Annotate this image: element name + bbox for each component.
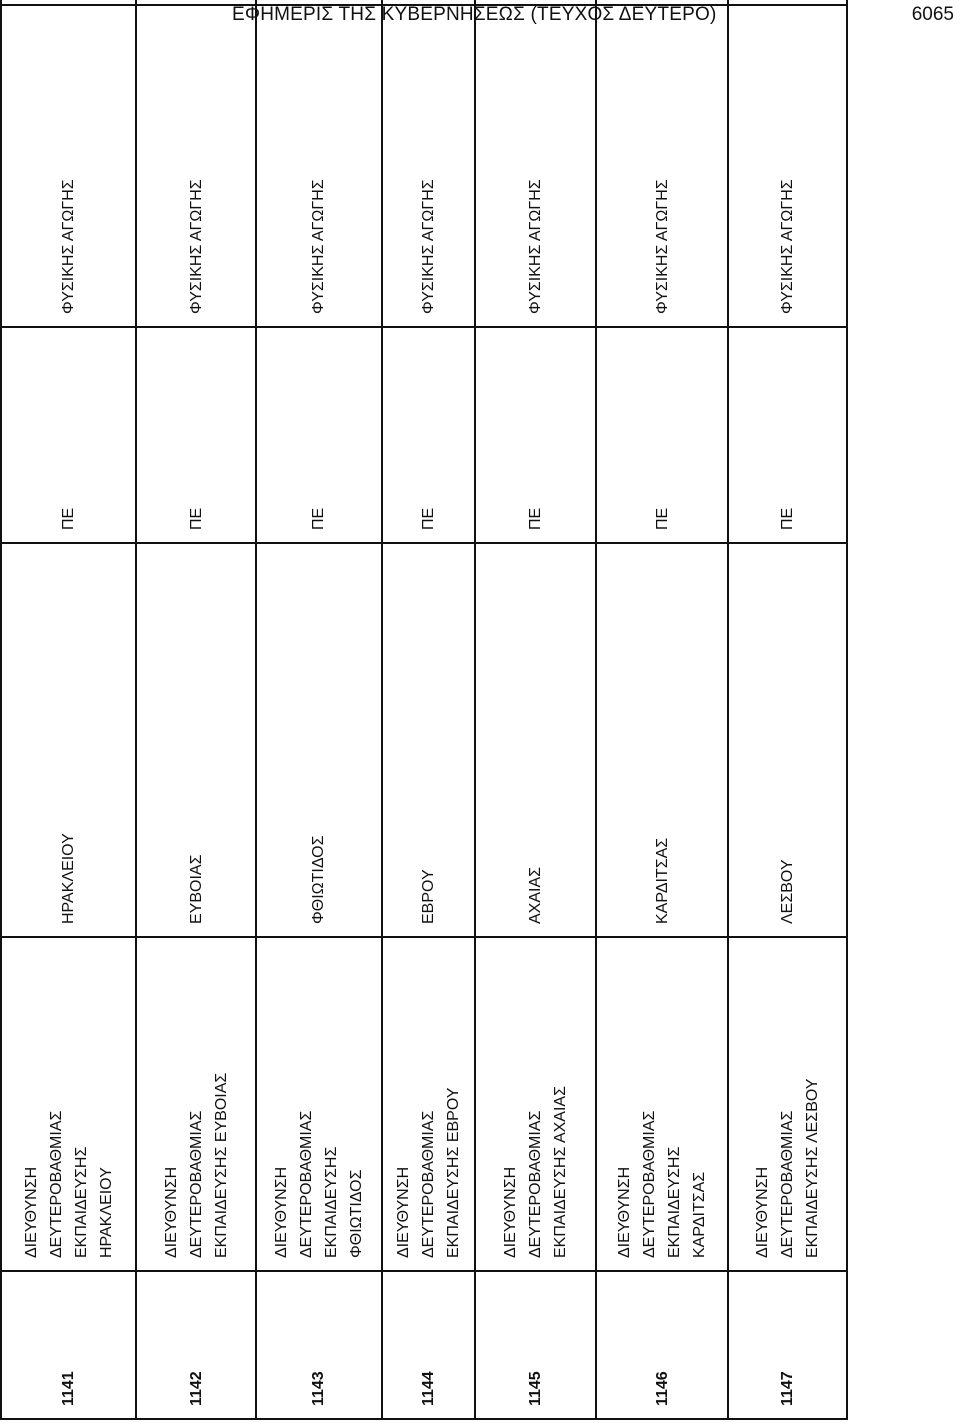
row-directorate — [596, 937, 727, 1271]
row-positions-count — [1, 0, 136, 5]
row-education-level: ΠΕ — [382, 327, 475, 543]
row-area: ΦΘΙΩΤΙΔΟΣ — [256, 543, 382, 937]
row-code: 1147 — [728, 1271, 847, 1419]
table-row — [475, 0, 596, 1419]
table-row — [728, 0, 847, 1419]
row-directorate — [382, 937, 475, 1271]
directorate-line: ΔΙΕΥΘΥΝΣΗ — [22, 1166, 40, 1258]
directorate-line: ΔΕΥΤΕΡΟΒΑΘΜΙΑΣ — [778, 1110, 796, 1258]
row-specialty: ΦΥΣΙΚΗΣ ΑΓΩΓΗΣ — [475, 5, 596, 327]
directorate-line: ΕΚΠΑΙΔΕΥΣΗΣ — [72, 1146, 90, 1258]
row-area: ΛΕΣΒΟΥ — [728, 543, 847, 937]
row-education-level: ΠΕ — [596, 327, 727, 543]
rotated-table-frame — [0, 70, 848, 1420]
row-specialty: ΦΥΣΙΚΗΣ ΑΓΩΓΗΣ — [382, 5, 475, 327]
directorate-line: ΔΙΕΥΘΥΝΣΗ — [395, 1166, 413, 1258]
row-positions-count — [475, 0, 596, 5]
directorate-line: ΔΙΕΥΘΥΝΣΗ — [753, 1166, 771, 1258]
table-row — [256, 0, 382, 1419]
row-directorate — [136, 937, 255, 1271]
row-education-level: ΠΕ — [475, 327, 596, 543]
row-directorate — [475, 937, 596, 1271]
table-row — [1, 0, 136, 1419]
directorate-line: ΚΑΡΔΙΤΣΑΣ — [691, 1171, 708, 1258]
row-area: ΕΥΒΟΙΑΣ — [136, 543, 255, 937]
row-positions-count — [256, 0, 382, 5]
directorate-line: ΔΙΕΥΘΥΝΣΗ — [162, 1166, 180, 1258]
row-code: 1144 — [382, 1271, 475, 1419]
directorate-line: ΕΚΠΑΙΔΕΥΣΗΣ ΛΕΣΒΟΥ — [803, 1078, 821, 1258]
directorate-line: ΕΚΠΑΙΔΕΥΣΗΣ — [322, 1146, 340, 1258]
directorate-line: ΦΘΙΩΤΙΔΟΣ — [347, 1169, 365, 1258]
directorate-line: ΔΕΥΤΕΡΟΒΑΘΜΙΑΣ — [297, 1110, 315, 1258]
row-area: ΗΡΑΚΛΕΙΟΥ — [1, 543, 136, 937]
directorate-line: ΕΚΠΑΙΔΕΥΣΗΣ — [666, 1146, 683, 1258]
row-positions-count — [596, 0, 727, 5]
row-specialty: ΦΥΣΙΚΗΣ ΑΓΩΓΗΣ — [728, 5, 847, 327]
row-specialty: ΦΥΣΙΚΗΣ ΑΓΩΓΗΣ — [256, 5, 382, 327]
table-row — [596, 0, 727, 1419]
row-positions-count — [382, 0, 475, 5]
directorate-line: ΔΕΥΤΕΡΟΒΑΘΜΙΑΣ — [420, 1110, 438, 1258]
row-specialty: ΦΥΣΙΚΗΣ ΑΓΩΓΗΣ — [596, 5, 727, 327]
page-number: 6065 — [911, 4, 954, 25]
directorate-line: ΕΚΠΑΙΔΕΥΣΗΣ ΕΥΒΟΙΑΣ — [212, 1072, 230, 1258]
directorate-line: ΔΕΥΤΕΡΟΒΑΘΜΙΑΣ — [527, 1110, 545, 1258]
row-code: 1145 — [475, 1271, 596, 1419]
row-specialty: ΦΥΣΙΚΗΣ ΑΓΩΓΗΣ — [1, 5, 136, 327]
row-code: 1146 — [596, 1271, 727, 1419]
row-code: 1143 — [256, 1271, 382, 1419]
directorate-line: ΔΕΥΤΕΡΟΒΑΘΜΙΑΣ — [641, 1110, 658, 1258]
row-directorate — [256, 937, 382, 1271]
table-row — [136, 0, 255, 1419]
directorate-line: ΕΚΠΑΙΔΕΥΣΗΣ ΑΧΑΙΑΣ — [552, 1086, 570, 1258]
directorate-line: ΔΙΕΥΘΥΝΣΗ — [616, 1166, 633, 1258]
directorate-line: ΕΚΠΑΙΔΕΥΣΗΣ ΕΒΡΟΥ — [445, 1087, 463, 1258]
row-directorate — [728, 937, 847, 1271]
row-specialty: ΦΥΣΙΚΗΣ ΑΓΩΓΗΣ — [136, 5, 255, 327]
row-education-level: ΠΕ — [1, 327, 136, 543]
row-education-level: ΠΕ — [728, 327, 847, 543]
row-education-level: ΠΕ — [136, 327, 255, 543]
row-code: 1141 — [1, 1271, 136, 1419]
directorate-line: ΔΙΕΥΘΥΝΣΗ — [272, 1166, 290, 1258]
row-code: 1142 — [136, 1271, 255, 1419]
row-education-level: ΠΕ — [256, 327, 382, 543]
row-area: ΕΒΡΟΥ — [382, 543, 475, 937]
row-area: ΚΑΡΔΙΤΣΑΣ — [596, 543, 727, 937]
directorate-line: ΗΡΑΚΛΕΙΟΥ — [97, 1167, 115, 1258]
directorate-line: ΔΙΕΥΘΥΝΣΗ — [502, 1166, 520, 1258]
gazette-title: ΕΦΗΜΕΡΙΣ ΤΗΣ ΚΥΒΕΡΝΗΣΕΩΣ (ΤΕΥΧΟΣ ΔΕΥΤΕΡΟ) — [232, 4, 717, 25]
directorate-line: ΔΕΥΤΕΡΟΒΑΘΜΙΑΣ — [187, 1110, 205, 1258]
table-row — [382, 0, 475, 1419]
directorate-line: ΔΕΥΤΕΡΟΒΑΘΜΙΑΣ — [47, 1110, 65, 1258]
row-directorate — [1, 937, 136, 1271]
positions-table-rotated — [0, 70, 848, 1420]
row-area: ΑΧΑΙΑΣ — [475, 543, 596, 937]
row-positions-count — [728, 0, 847, 5]
row-positions-count — [136, 0, 255, 5]
